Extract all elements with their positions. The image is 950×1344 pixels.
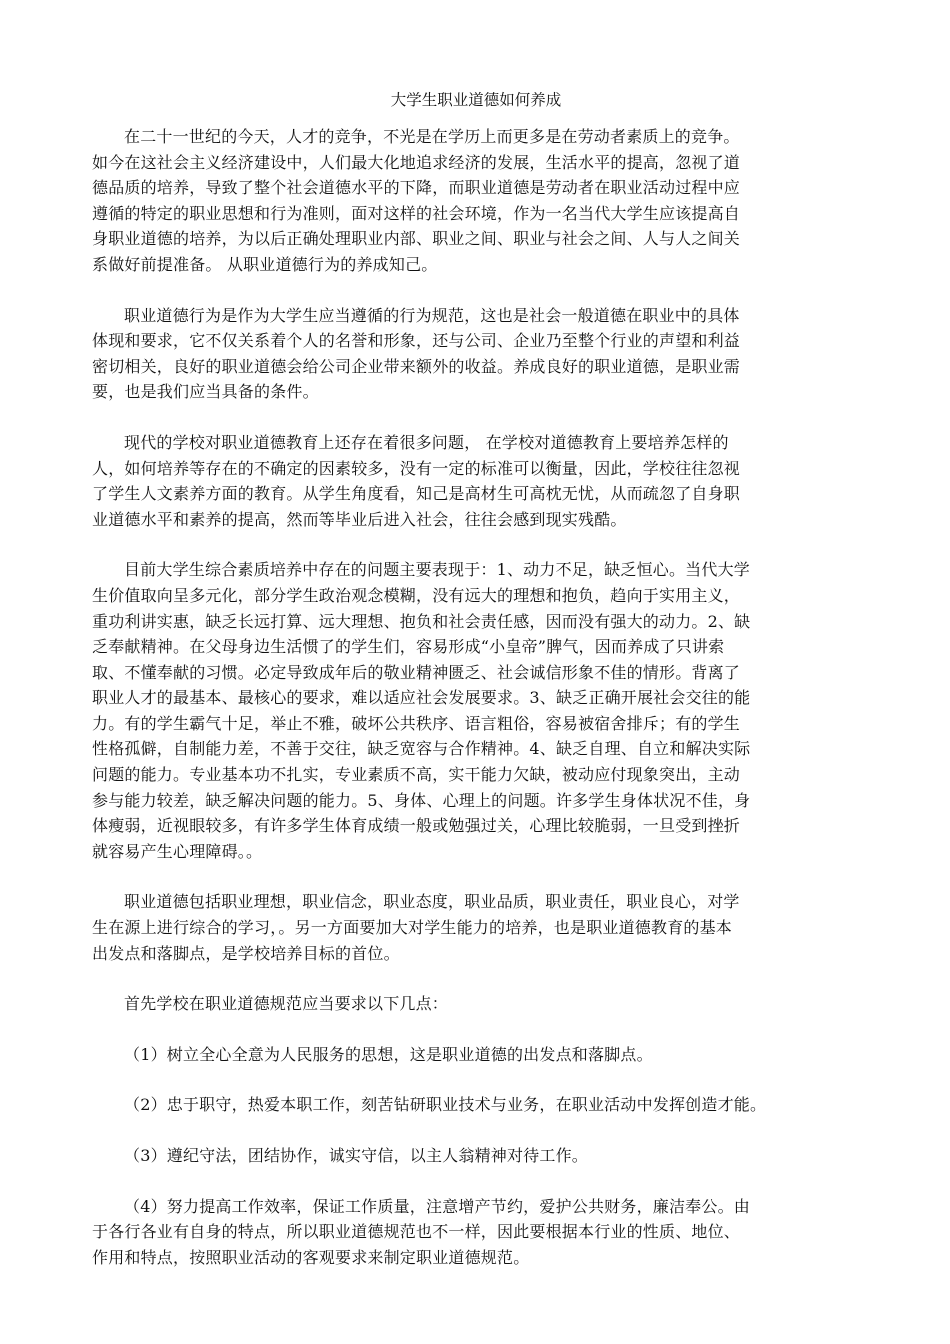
paragraph xyxy=(92,557,860,864)
paragraph-line: 参与能力较差，缺乏解决问题的能力。5、身体、心理上的问题。许多学生身体状况不佳，身 xyxy=(92,790,751,810)
paragraph-line: 首先学校在职业道德规范应当要求以下几点： xyxy=(124,994,449,1014)
paragraph-line: 体瘦弱，近视眼较多，有许多学生体育成绩一般或勉强过关，心理比较脆弱，一旦受到挫折 xyxy=(92,816,741,836)
paragraph-line: 力。有的学生霸气十足，举止不雅，破坏公共秩序、语言粗俗，容易被宿舍排斥；有的学生 xyxy=(92,713,741,733)
paragraph-line: 系做好前提准备。 从职业道德行为的养成知己。 xyxy=(92,254,438,274)
paragraph-line: （3）遵纪守法，团结协作，诚实守信，以主人翁精神对待工作。 xyxy=(124,1146,588,1165)
paragraph-line: 生在源上进行综合的学习，。另一方面要加大对学生能力的培养，也是职业道德教育的基本 xyxy=(92,918,733,938)
paragraph-line: 德品质的培养，导致了整个社会道德水平的下降，而职业道德是劳动者在职业活动过程中应 xyxy=(92,178,741,198)
paragraph-line: （1）树立全心全意为人民服务的思想，这是职业道德的出发点和落脚点。 xyxy=(124,1044,653,1064)
paragraph xyxy=(92,1143,860,1169)
paragraph-line: 就容易产生心理障碍。。 xyxy=(92,841,263,861)
paragraph-line: 了学生人文素养方面的教育。从学生角度看，知己是高材生可高枕无忧，从而疏忽了自身职 xyxy=(92,484,741,504)
paragraph xyxy=(92,303,860,405)
paragraph xyxy=(92,1194,860,1271)
paragraph-line: 出发点和落脚点，是学校培养目标的首位。 xyxy=(92,943,400,963)
document-body xyxy=(92,124,860,1270)
paragraph xyxy=(92,1042,860,1068)
paragraph-line: 作用和特点，按照职业活动的客观要求来制定职业道德规范。 xyxy=(92,1247,530,1267)
paragraph-line: 要，也是我们应当具备的条件。 xyxy=(92,382,319,402)
paragraph-line: 在二十一世纪的今天，人才的竞争，不光是在学历上而更多是在劳动者素质上的竞争。 xyxy=(124,127,740,146)
paragraph-line: 现代的学校对职业道德教育上还存在着很多问题， 在学校对道德教育上要培养怎样的 xyxy=(124,432,729,452)
paragraph-line: 乏奉献精神。在父母身边生活惯了的学生们，容易形成“小皇帝”脾气，因而养成了只讲索 xyxy=(92,637,725,657)
paragraph-line: 重功利讲实惠，缺乏长远打算、远大理想、抱负和社会责任感，因而没有强大的动力。2、缺 xyxy=(92,611,751,631)
document-title: 大学生职业道德如何养成 xyxy=(390,91,562,109)
paragraph-line: 密切相关，良好的职业道德会给公司企业带来额外的收益。养成良好的职业道德，是职业需 xyxy=(92,356,741,376)
paragraph-line: 体现和要求，它不仅关系着个人的名誉和形象，还与公司、企业乃至整个行业的声望和利益 xyxy=(92,331,741,351)
paragraph-line: 人，如何培养等存在的不确定的因素较多，没有一定的标准可以衡量，因此，学校往往忽视 xyxy=(92,458,741,478)
paragraph xyxy=(92,889,860,966)
paragraph-line: 取、不懂奉献的习惯。必定导致成年后的敬业精神匮乏、社会诚信形象不佳的情形。背离了 xyxy=(92,662,741,682)
paragraph-line: （2）忠于职守，热爱本职工作，刻苦钻研职业技术与业务，在职业活动中发挥创造才能。 xyxy=(124,1095,767,1115)
paragraph-line: 职业道德行为是作为大学生应当遵循的行为规范，这也是社会一般道德在职业中的具体 xyxy=(124,305,740,325)
paragraph-line: 于各行各业有自身的特点，所以职业道德规范也不一样，因此要根据本行业的性质、地位、 xyxy=(92,1222,741,1242)
paragraph-line: 职业人才的最基本、最核心的要求，难以适应社会发展要求。3、缺乏正确开展社会交往的能 xyxy=(92,688,751,708)
paragraph xyxy=(92,991,860,1017)
paragraph xyxy=(92,1092,860,1118)
paragraph-line: 职业道德包括职业理想，职业信念，职业态度，职业品质，职业责任，职业良心，对学 xyxy=(124,892,740,912)
paragraph-line: 身职业道德的培养，为以后正确处理职业内部、职业之间、职业与社会之间、人与人之间关 xyxy=(92,229,741,249)
paragraph-line: 生价值取向呈多元化，部分学生政治观念模糊，没有远大的理想和抱负，趋向于实用主义， xyxy=(92,585,741,605)
paragraph-line: 遵循的特定的职业思想和行为准则，面对这样的社会环境，作为一名当代大学生应该提高自 xyxy=(92,203,741,223)
document-page xyxy=(92,88,860,1295)
paragraph-line: 如今在这社会主义经济建设中，人们最大化地追求经济的发展，生活水平的提高，忽视了道 xyxy=(92,152,741,172)
paragraph-line: 目前大学生综合素质培养中存在的问题主要表现于：1、动力不足，缺乏恒心。当代大学 xyxy=(124,560,750,580)
paragraph xyxy=(92,430,860,532)
paragraph-line: 业道德水平和素养的提高，然而等毕业后进入社会，往往会感到现实残酷。 xyxy=(92,509,627,529)
paragraph-line: 性格孤僻，自制能力差，不善于交往，缺乏宽容与合作精神。4、缺乏自理、自立和解决实际 xyxy=(92,739,751,759)
paragraph-line: 问题的能力。专业基本功不扎实，专业素质不高，实干能力欠缺，被动应付现象突出，主动 xyxy=(92,765,741,785)
paragraph xyxy=(92,124,860,278)
paragraph-line: （4）努力提高工作效率，保证工作质量，注意增产节约，爱护公共财务，廉洁奉公。由 xyxy=(124,1196,750,1216)
